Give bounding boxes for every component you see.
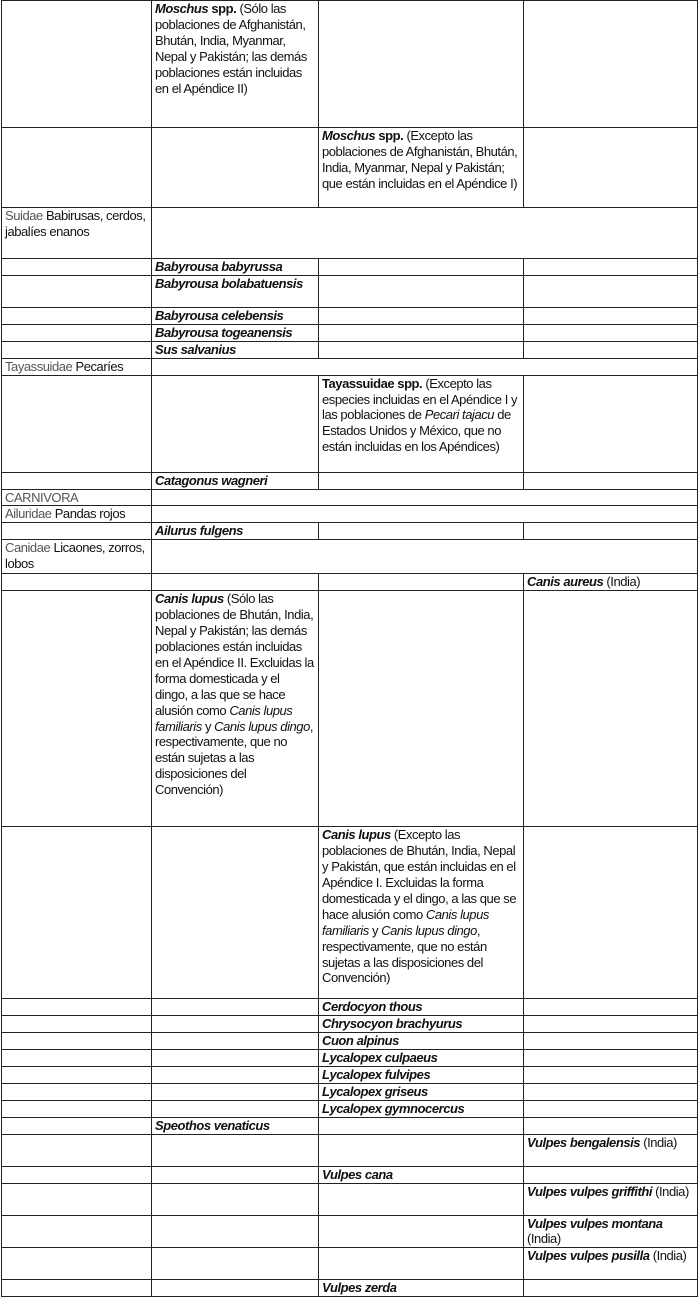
appendix-iii-cell — [524, 341, 698, 358]
appendix-ii-cell — [319, 275, 524, 307]
cell-text: (Sólo las poblaciones de Afghanistán, Bhután, India, Myanmar, Nepal y Pakistán; las demás poblaciones están incluidas en el Apéndice II) — [155, 1, 307, 96]
appendix-ii-cell — [319, 1049, 524, 1066]
taxon-cell — [2, 489, 152, 506]
table-row — [2, 1066, 698, 1083]
family-row — [2, 506, 698, 523]
cell-text: (Excepto las poblaciones de Bhután, India, Nepal y Pakistán, que están incluidas en el Apéndice I. Excluidas la forma domesticada y el dingo, a las que se hace alusión como — [322, 827, 517, 922]
family-name: Ailuridae — [5, 506, 52, 522]
species-name: Moschus — [322, 128, 376, 143]
appendix-iii-cell — [524, 523, 698, 540]
cell-text: y — [201, 718, 215, 734]
table-row — [2, 1083, 698, 1100]
taxon-cell — [2, 1066, 152, 1083]
appendix-iii-cell — [524, 1100, 698, 1117]
appendix-ii-cell — [319, 1134, 524, 1166]
appendix-ii-cell — [319, 1066, 524, 1083]
table-row — [2, 591, 698, 827]
cell-text: Tayassuidae spp. — [322, 375, 423, 391]
species-name: Canis aureus — [527, 574, 604, 590]
table-row — [2, 307, 698, 324]
taxon-cell — [2, 472, 152, 489]
cell-text: spp. — [375, 128, 404, 143]
appendix-ii-cell — [319, 827, 524, 999]
appendix-ii-cell — [319, 375, 524, 472]
empty-span-cell — [152, 540, 698, 574]
appendix-ii-cell — [319, 307, 524, 324]
species-name: Canis lupus dingo — [381, 922, 477, 938]
cell-text: (India) — [649, 1248, 687, 1264]
appendix-i-cell — [152, 472, 319, 489]
cell-text: spp. — [208, 1, 237, 16]
appendix-iii-cell — [524, 324, 698, 341]
appendix-i-cell — [152, 1066, 319, 1083]
taxon-cell — [2, 1, 152, 128]
appendix-i-cell — [152, 1166, 319, 1183]
table-row — [2, 1248, 698, 1280]
cell-text: (India) — [640, 1134, 677, 1150]
species-name: Canis lupus — [322, 827, 391, 843]
species-name: Babyrousa babyrussa — [155, 259, 283, 274]
appendix-ii-cell — [319, 1166, 524, 1183]
taxon-cell — [2, 128, 152, 208]
species-name: Canis lupus familiaris — [322, 906, 489, 938]
appendix-i-cell — [152, 999, 319, 1016]
appendix-ii-cell — [319, 324, 524, 341]
cell-text: (Excepto las especies incluidas en el Apéndice I y las poblaciones de — [322, 375, 518, 423]
appendix-i-cell — [152, 307, 319, 324]
appendix-ii-cell — [319, 259, 524, 276]
species-name: Vulpes vulpes pusilla — [527, 1248, 650, 1264]
taxon-cell — [2, 375, 152, 472]
table-row — [2, 472, 698, 489]
taxon-cell — [2, 307, 152, 324]
taxon-cell — [2, 1033, 152, 1050]
appendix-iii-cell — [524, 1049, 698, 1066]
family-row — [2, 358, 698, 375]
species-name: Vulpes bengalensis — [527, 1134, 641, 1150]
appendix-i-cell — [152, 1134, 319, 1166]
table-row — [2, 1, 698, 128]
appendix-i-cell — [152, 1, 319, 128]
cites-appendices-table — [1, 0, 698, 1297]
family-name: Suidae — [5, 208, 43, 223]
table-row — [2, 1100, 698, 1117]
table-row — [2, 1215, 698, 1248]
appendix-i-cell — [152, 1100, 319, 1117]
appendix-iii-cell — [524, 1248, 698, 1280]
table-row — [2, 1280, 698, 1297]
appendix-ii-cell — [319, 341, 524, 358]
species-name: Lycalopex fulvipes — [322, 1066, 431, 1082]
appendix-i-cell — [152, 128, 319, 208]
appendix-iii-cell — [524, 1066, 698, 1083]
cell-text: y — [368, 922, 382, 938]
appendix-ii-cell — [319, 1215, 524, 1248]
species-name: Pecari tajacu — [424, 407, 495, 423]
appendix-ii-cell — [319, 1100, 524, 1117]
taxon-cell — [2, 259, 152, 276]
taxon-cell — [2, 1016, 152, 1033]
family-name: CARNIVORA — [5, 489, 79, 505]
taxon-cell — [2, 506, 152, 523]
table-row — [2, 259, 698, 276]
taxon-cell — [2, 999, 152, 1016]
table-row — [2, 1117, 698, 1134]
cell-text: (Excepto las poblaciones de Afghanistán, Bhután, India, Myanmar, Nepal y Pakistán; que están incluidas en el Apéndice I) — [322, 128, 518, 191]
appendix-iii-cell — [524, 999, 698, 1016]
table-row — [2, 375, 698, 472]
cell-text: Pandas rojos — [51, 506, 126, 522]
species-name: Ailurus fulgens — [155, 523, 243, 539]
empty-span-cell — [152, 489, 698, 506]
species-name: Canis lupus dingo — [214, 718, 310, 734]
appendix-iii-cell — [524, 375, 698, 472]
taxon-cell — [2, 358, 152, 375]
table-row — [2, 574, 698, 591]
taxon-cell — [2, 1248, 152, 1280]
appendix-i-cell — [152, 275, 319, 307]
table-row — [2, 275, 698, 307]
appendix-ii-cell — [319, 999, 524, 1016]
appendix-ii-cell — [319, 591, 524, 827]
appendix-i-cell — [152, 1248, 319, 1280]
appendix-iii-cell — [524, 1166, 698, 1183]
cell-text: Licaones, zorros, lobos — [5, 540, 145, 572]
empty-span-cell — [152, 358, 698, 375]
appendix-i-cell — [152, 259, 319, 276]
appendix-ii-cell — [319, 1, 524, 128]
appendix-ii-cell — [319, 1016, 524, 1033]
empty-span-cell — [152, 506, 698, 523]
appendix-iii-cell — [524, 1033, 698, 1050]
taxon-cell — [2, 208, 152, 259]
table-row — [2, 523, 698, 540]
family-row — [2, 489, 698, 506]
table-row — [2, 999, 698, 1016]
appendix-i-cell — [152, 523, 319, 540]
appendix-ii-cell — [319, 1183, 524, 1215]
table-row — [2, 341, 698, 358]
species-name: Cerdocyon thous — [322, 999, 423, 1015]
appendix-ii-cell — [319, 472, 524, 489]
cell-text: de Estados Unidos y México, que no están incluidas en los Apéndices) — [322, 407, 511, 455]
taxon-cell — [2, 1134, 152, 1166]
table-row — [2, 827, 698, 999]
appendix-i-cell — [152, 1083, 319, 1100]
taxon-cell — [2, 827, 152, 999]
species-name: Lycalopex griseus — [322, 1083, 428, 1099]
table-body — [2, 1, 698, 1297]
appendix-i-cell — [152, 324, 319, 341]
appendix-ii-cell — [319, 1280, 524, 1297]
cell-text: , respectivamente, que no están sujetas a las disposiciones del Convención) — [322, 922, 487, 986]
taxon-cell — [2, 1117, 152, 1134]
appendix-ii-cell — [319, 128, 524, 208]
family-row — [2, 540, 698, 574]
taxon-cell — [2, 1166, 152, 1183]
appendix-i-cell — [152, 1049, 319, 1066]
appendix-iii-cell — [524, 591, 698, 827]
appendix-i-cell — [152, 827, 319, 999]
appendix-iii-cell — [524, 1016, 698, 1033]
cell-text: Babirusas, cerdos, jabalíes enanos — [5, 208, 146, 239]
species-name: Vulpes vulpes montana — [527, 1215, 663, 1231]
taxon-cell — [2, 1083, 152, 1100]
species-name: Lycalopex culpaeus — [322, 1049, 438, 1065]
cell-text: Pecaríes — [72, 358, 124, 374]
appendix-iii-cell — [524, 1134, 698, 1166]
species-name: Vulpes vulpes griffithi — [527, 1183, 652, 1199]
species-name: Canis lupus familiaris — [155, 702, 293, 734]
taxon-cell — [2, 591, 152, 827]
appendix-iii-cell — [524, 307, 698, 324]
cell-text: (India) — [527, 1231, 561, 1247]
cell-text: (Sólo las poblaciones de Bhután, India, Nepal y Pakistán; las demás poblaciones están incluidas en el Apéndice II. Excluidas la forma domesticada y el dingo, a las que se hace alusión como — [155, 591, 314, 718]
appendix-iii-cell — [524, 1215, 698, 1248]
appendix-i-cell — [152, 591, 319, 827]
appendix-iii-cell — [524, 275, 698, 307]
appendix-i-cell — [152, 1280, 319, 1297]
taxon-cell — [2, 341, 152, 358]
appendix-ii-cell — [319, 1033, 524, 1050]
taxon-cell — [2, 1280, 152, 1297]
table-row — [2, 1183, 698, 1215]
species-name: Chrysocyon brachyurus — [322, 1016, 463, 1032]
appendix-i-cell — [152, 1016, 319, 1033]
family-name: Tayassuidae — [5, 358, 73, 374]
taxon-cell — [2, 1049, 152, 1066]
appendix-i-cell — [152, 1183, 319, 1215]
species-name: Speothos venaticus — [155, 1117, 270, 1133]
appendix-iii-cell — [524, 472, 698, 489]
taxon-cell — [2, 324, 152, 341]
table-row — [2, 1166, 698, 1183]
appendix-i-cell — [152, 341, 319, 358]
species-name: Moschus — [155, 1, 209, 16]
family-name: Canidae — [5, 540, 51, 556]
species-name: Vulpes cana — [322, 1166, 393, 1182]
taxon-cell — [2, 574, 152, 591]
appendix-ii-cell — [319, 574, 524, 591]
appendix-iii-cell — [524, 259, 698, 276]
appendix-ii-cell — [319, 1248, 524, 1280]
species-name: Cuon alpinus — [322, 1033, 399, 1049]
taxon-cell — [2, 1100, 152, 1117]
appendix-ii-cell — [319, 523, 524, 540]
taxon-cell — [2, 1183, 152, 1215]
table-row — [2, 1016, 698, 1033]
species-name: Babyrousa bolabatuensis — [155, 275, 303, 291]
taxon-cell — [2, 275, 152, 307]
appendix-iii-cell — [524, 827, 698, 999]
appendix-iii-cell — [524, 1117, 698, 1134]
appendix-i-cell — [152, 1117, 319, 1134]
family-row — [2, 208, 698, 259]
appendix-ii-cell — [319, 1083, 524, 1100]
appendix-i-cell — [152, 1215, 319, 1248]
cell-text: (India) — [651, 1183, 689, 1199]
taxon-cell — [2, 540, 152, 574]
species-name: Vulpes zerda — [322, 1280, 397, 1296]
species-name: Babyrousa togeanensis — [155, 324, 293, 340]
table-row — [2, 128, 698, 208]
cell-text: , respectivamente, que no están sujetas a las disposiciones del Convención) — [155, 718, 314, 798]
species-name: Babyrousa celebensis — [155, 307, 284, 323]
appendix-iii-cell — [524, 1, 698, 128]
cell-text: (India) — [603, 574, 641, 590]
appendix-i-cell — [152, 375, 319, 472]
appendix-i-cell — [152, 574, 319, 591]
species-name: Canis lupus — [155, 591, 224, 607]
empty-span-cell — [152, 208, 698, 259]
table-row — [2, 1049, 698, 1066]
table-row — [2, 1134, 698, 1166]
appendix-iii-cell — [524, 1183, 698, 1215]
appendix-iii-cell — [524, 574, 698, 591]
table-row — [2, 1033, 698, 1050]
appendix-iii-cell — [524, 1280, 698, 1297]
species-name: Lycalopex gymnocercus — [322, 1100, 465, 1116]
table-row — [2, 324, 698, 341]
species-name: Sus salvanius — [155, 341, 236, 357]
appendix-ii-cell — [319, 1117, 524, 1134]
appendix-iii-cell — [524, 1083, 698, 1100]
appendix-i-cell — [152, 1033, 319, 1050]
species-name: Catagonus wagneri — [155, 472, 268, 488]
taxon-cell — [2, 1215, 152, 1248]
appendix-iii-cell — [524, 128, 698, 208]
taxon-cell — [2, 523, 152, 540]
